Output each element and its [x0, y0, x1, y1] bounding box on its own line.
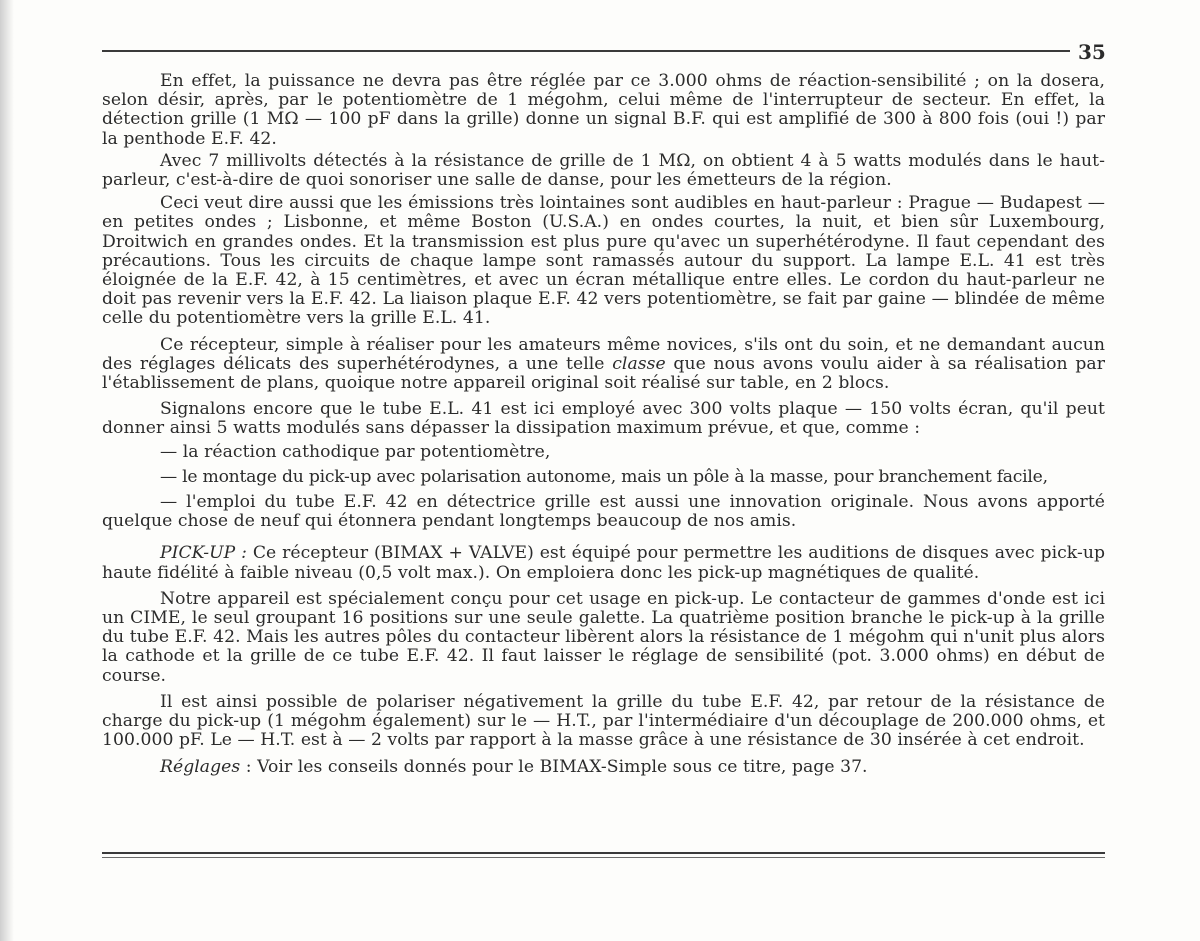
bottom-rule-thin	[102, 857, 1105, 858]
top-rule	[102, 50, 1070, 52]
classe-italic: classe	[612, 353, 666, 374]
paragraph-reglages	[102, 758, 1105, 777]
paragraph-signalons: Signalons encore que le tube E.L. 41 est ici employé avec 300 volts plaque — 150 volts écran, qu'il peut donner ainsi 5 watts modulés sans dépasser la dissipation maximum prévue, et que, comme :	[102, 399, 1105, 439]
paragraph-recepteur-end: que nous avons voulu aider à sa réalisation par l'établissement de plans, quoique notre appareil original soit réalisé sur table, en 2 blocs.	[102, 353, 1105, 394]
paragraph-polariser: Il est ainsi possible de polariser négativement la grille du tube E.F. 42, par retour de la résistance de charge du pick-up (1 mégohm également) sur le — H.T., par l'intermédiaire d'un découplage de 200.000 ohms, et 100.000 pF. Le — H.T. est à — 2 volts par rapport à la masse grâce à une résistance de 30 insérée à cet endroit.	[102, 691, 1105, 751]
paragraph-pickup	[102, 544, 1105, 582]
reglages-label: Réglages	[160, 756, 241, 777]
body-text	[102, 72, 1105, 777]
paragraph-recepteur-start: Ce récepteur, simple à réaliser pour les amateurs même novices, s'ils ont du soin, et ne demandant aucun des réglages délicats des superhétérodynes, a une telle	[102, 334, 1105, 374]
pickup-text: Ce récepteur (BIMAX + VALVE) est équipé pour permettre les auditions de disques avec pick-up haute fidélité à faible niveau (0,5 volt max.). On emploiera donc les pick-up magnétiques de qualité.	[102, 543, 1105, 583]
paragraph-millivolts: Avec 7 millivolts détectés à la résistance de grille de 1 MΩ, on obtient 4 à 5 watts modulés dans le haut-parleur, c'est-à-dire de quoi sonoriser une salle de danse, pour les émetteurs de la région.	[102, 150, 1105, 191]
paragraph-recepteur	[102, 336, 1105, 394]
pickup-label: PICK-UP :	[160, 543, 247, 564]
page-edge-shadow	[0, 0, 14, 941]
list-item-reaction: — la réaction cathodique par potentiomètre,	[160, 441, 551, 462]
list-item-pickup: — le montage du pick-up avec polarisation autonome, mais un pôle à la masse, pour branchement facile,	[160, 466, 1048, 487]
paragraph-appareil: Notre appareil est spécialement conçu pour cet usage en pick-up. Le contacteur de gammes d'onde est ici un CIME, le seul groupant 16 positions sur une seule galette. La quatrième position branche le pick-up à la grille du tube E.F. 42. Mais les autres pôles du contacteur libèrent alors la résistance de 1 mégohm qui n'unit plus alors la cathode et la grille de ce tube E.F. 42. Il faut laisser le réglage de sensibilité (pot. 3.000 ohms) en début de course.	[102, 588, 1105, 686]
page-number: 35	[1078, 40, 1106, 64]
paragraph-puissance: En effet, la puissance ne devra pas être réglée par ce 3.000 ohms de réaction-sensibilité ; on la dosera, selon désir, après, par le potentiomètre de 1 mégohm, celui même de l'interrupteur de secteur. En effet, la détection grille (1 MΩ — 100 pF dans la grille) donne un signal B.F. qui est amplifié de 300 à 800 fois (oui !) par la penthode E.F. 42.	[102, 71, 1105, 149]
paragraph-emissions: Ceci veut dire aussi que les émissions très lointaines sont audibles en haut-parleur : Prague — Budapest — en petites ondes ; Lisbonne, et même Boston (U.S.A.) en ondes courtes, la nuit, et bien sûr Luxembourg, Droitwich en grandes ondes. Et la transmission est plus pure qu'avec un superhétérodyne. Il faut cependant des précautions. Tous les circuits de chaque lampe sont ramassés autour du support. La lampe E.L. 41 est très éloignée de la E.F. 42, à 15 centimètres, et avec un écran métallique entre elles. Le cordon du haut-parleur ne doit pas revenir vers la E.F. 42. La liaison plaque E.F. 42 vers potentiomètre, se fait par gaine — blindée de même celle du potentiomètre vers la grille E.L. 41.	[102, 193, 1105, 329]
reglages-text: : Voir les conseils donnés pour le BIMAX-Simple sous ce titre, page 37.	[240, 756, 868, 777]
list-item-emploi: — l'emploi du tube E.F. 42 en détectrice grille est aussi une innovation originale. Nous avons apporté quelque chose de neuf qui étonnera pendant longtemps beaucoup de nos amis.	[102, 492, 1105, 532]
bottom-rule	[102, 852, 1105, 854]
